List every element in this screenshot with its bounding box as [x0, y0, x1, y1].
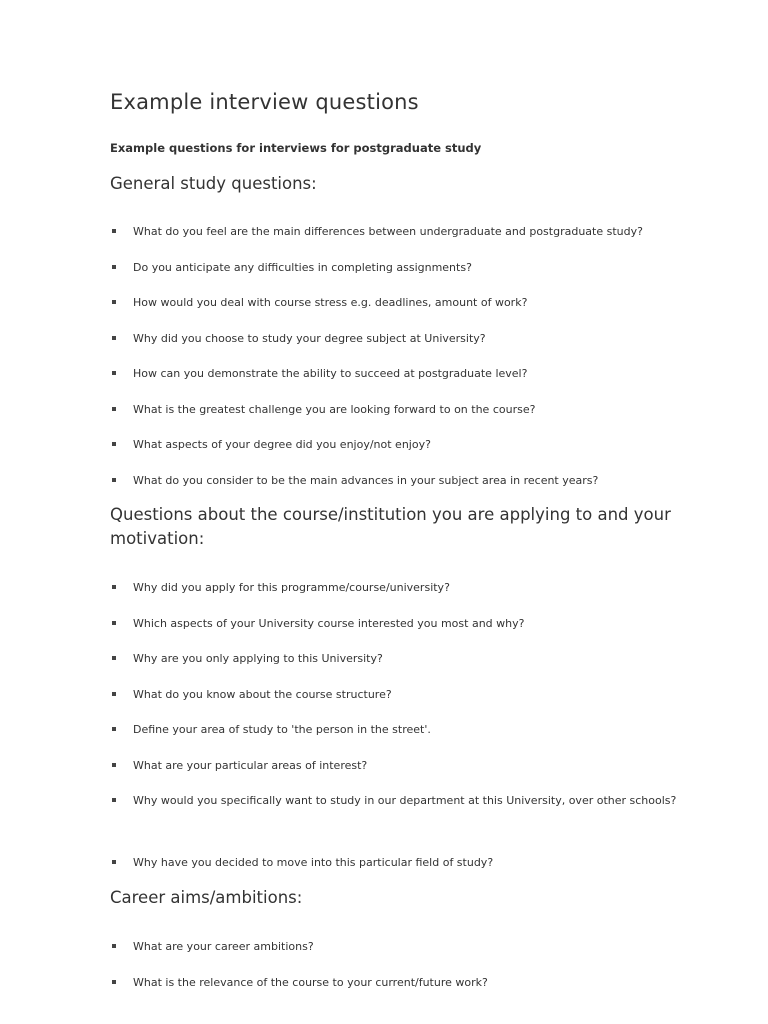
- list-item: [0, 431, 693, 467]
- bullet-icon: [112, 265, 116, 269]
- page-subtitle: Example questions for interviews for postgraduate study: [110, 141, 482, 155]
- question-text: Define your area of study to 'the person in the street'.: [133, 723, 431, 736]
- bullet-icon: [112, 585, 116, 589]
- bullet-icon: [112, 621, 116, 625]
- list-item: [0, 289, 693, 325]
- question-text: Which aspects of your University course interested you most and why?: [133, 616, 525, 630]
- list-item: [0, 969, 693, 1005]
- question-text: Why did you apply for this programme/course/university?: [133, 581, 450, 594]
- question-list-general-study: [0, 218, 768, 502]
- question-text: What do you consider to be the main advances in your subject area in recent years?: [133, 473, 599, 487]
- bullet-icon: [112, 860, 116, 864]
- list-item: [0, 396, 693, 432]
- bullet-icon: [112, 656, 116, 660]
- question-list-career-aims: [0, 933, 768, 1004]
- question-text: What do you feel are the main differences between undergraduate and postgraduate study?: [133, 225, 643, 238]
- bullet-icon: [112, 229, 116, 233]
- question-text: Why have you decided to move into this particular field of study?: [133, 856, 494, 869]
- list-item: [0, 218, 693, 254]
- list-item: [0, 574, 693, 610]
- bullet-icon: [112, 980, 116, 984]
- question-text: How would you deal with course stress e.g. deadlines, amount of work?: [133, 296, 528, 309]
- question-list-course-motivation: [0, 574, 768, 885]
- list-item: [0, 467, 693, 503]
- section-heading-career-aims: Career aims/ambitions:: [110, 888, 303, 907]
- bullet-icon: [112, 407, 116, 411]
- bullet-icon: [112, 336, 116, 340]
- list-item: [0, 752, 693, 788]
- list-item: [0, 787, 693, 849]
- bullet-icon: [112, 798, 116, 802]
- question-text: What aspects of your degree did you enjoy/not enjoy?: [133, 438, 431, 451]
- bullet-icon: [112, 371, 116, 375]
- list-item: [0, 933, 693, 969]
- list-item: [0, 610, 693, 646]
- question-text: How can you demonstrate the ability to succeed at postgraduate level?: [133, 367, 528, 380]
- question-text: Why did you choose to study your degree subject at University?: [133, 331, 486, 345]
- bullet-icon: [112, 478, 116, 482]
- question-text: Why would you specifically want to study in our department at this University, over other schools?: [133, 794, 677, 807]
- list-item: [0, 681, 693, 717]
- list-item: [0, 645, 693, 681]
- bullet-icon: [112, 944, 116, 948]
- question-text: What are your career ambitions?: [133, 940, 314, 953]
- list-item: [0, 360, 693, 396]
- bullet-icon: [112, 692, 116, 696]
- question-text: What is the relevance of the course to your current/future work?: [133, 975, 488, 989]
- list-item: [0, 254, 693, 290]
- question-text: What are your particular areas of interest?: [133, 758, 368, 772]
- bullet-icon: [112, 763, 116, 767]
- list-item: [0, 325, 693, 361]
- section-heading-general-study: General study questions:: [110, 174, 317, 193]
- list-item: [0, 716, 693, 752]
- section-heading-course-motivation: Questions about the course/institution you are applying to and your motivation:: [110, 505, 671, 548]
- question-text: Do you anticipate any difficulties in completing assignments?: [133, 260, 472, 274]
- question-text: What is the greatest challenge you are looking forward to on the course?: [133, 402, 536, 416]
- bullet-icon: [112, 300, 116, 304]
- list-item: [0, 849, 693, 885]
- question-text: Why are you only applying to this University?: [133, 652, 383, 665]
- bullet-icon: [112, 442, 116, 446]
- page-title: Example interview questions: [110, 90, 419, 114]
- question-text: What do you know about the course structure?: [133, 687, 392, 701]
- bullet-icon: [112, 727, 116, 731]
